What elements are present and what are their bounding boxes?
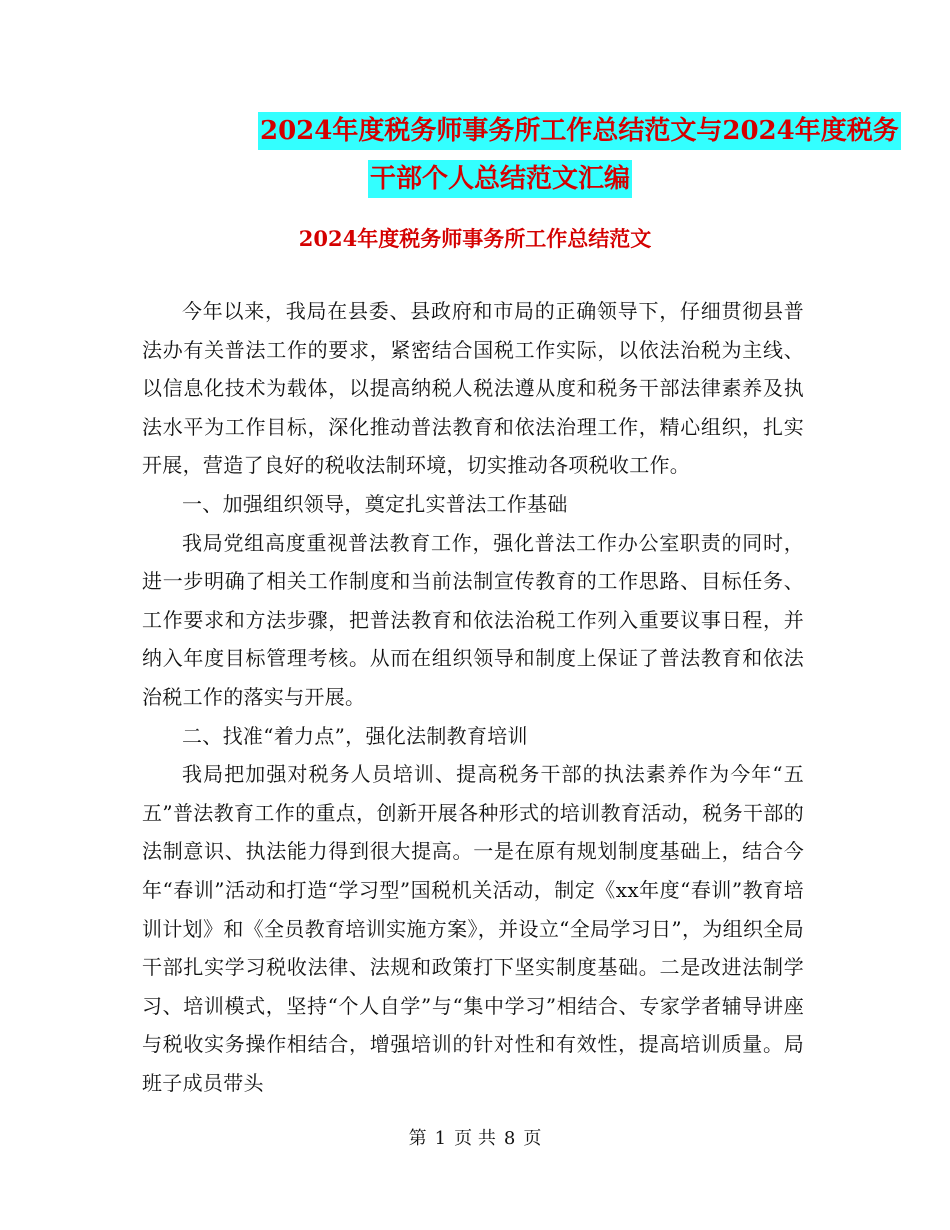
body-paragraph-intro: 今年以来，我局在县委、县政府和市局的正确领导下，仔细贯彻县普法办有关普法工作的要求，紧密结合国税工作实际，以依法治税为主线、以信息化技术为载体，以提高纳税人税法遵从度和税务干部法律素养及执法水平为工作目标，深化推动普法教育和依法治理工作，精心组织，扎实开展，营造了良好的税收法制环境，切实推动各项税收工作。 — [142, 299, 804, 478]
body-paragraph-1: 我局党组高度重视普法教育工作，强化普法工作办公室职责的同时，进一步明确了相关工作制度和当前法制宣传教育的工作思路、目标任务、工作要求和方法步骤，把普法教育和依法治税工作列入重要议事日程，并纳入年度目标管理考核。从而在组织领导和制度上保证了普法教育和依法治税工作的落实与开展。 — [142, 530, 804, 709]
document-title-line-2: 干部个人总结范文汇编 — [368, 160, 632, 198]
footer-page-suffix: 页 — [523, 1128, 542, 1149]
page-footer — [0, 1126, 950, 1152]
footer-page-mid: 页 共 — [454, 1128, 496, 1149]
section-title: 2024年度税务师事务所工作总结范文 — [298, 226, 652, 251]
section-heading-2: 二、找准“着力点”，强化法制教育培训 — [182, 723, 528, 748]
document-title — [120, 112, 899, 208]
document-title-line-1: 2024年度税务师事务所工作总结范文与2024年度税务 — [258, 112, 901, 150]
footer-page-total: 8 — [503, 1128, 516, 1149]
document-body — [142, 292, 804, 1102]
footer-page-prefix: 第 — [408, 1128, 427, 1149]
body-paragraph-2: 我局把加强对税务人员培训、提高税务干部的执法素养作为今年“五五”普法教育工作的重点，创新开展各种形式的培训教育活动，税务干部的法制意识、执法能力得到很大提高。一是在原有规划制度基础上，结合今年“春训”活动和打造“学习型”国税机关活动，制定《xx年度“春训”教育培训计划》和《全员教育培训实施方案》，并设立“全局学习日”，为组织全局干部扎实学习税收法律、法规和政策打下坚实制度基础。二是改进法制学习、培训模式，坚持“个人自学”与“集中学习”相结合、专家学者辅导讲座与税收实务操作相结合，增强培训的针对性和有效性，提高培训质量。局班子成员带头 — [142, 762, 804, 1095]
section-heading-1: 一、加强组织领导，奠定扎实普法工作基础 — [182, 491, 568, 516]
footer-page-number: 1 — [434, 1128, 447, 1149]
